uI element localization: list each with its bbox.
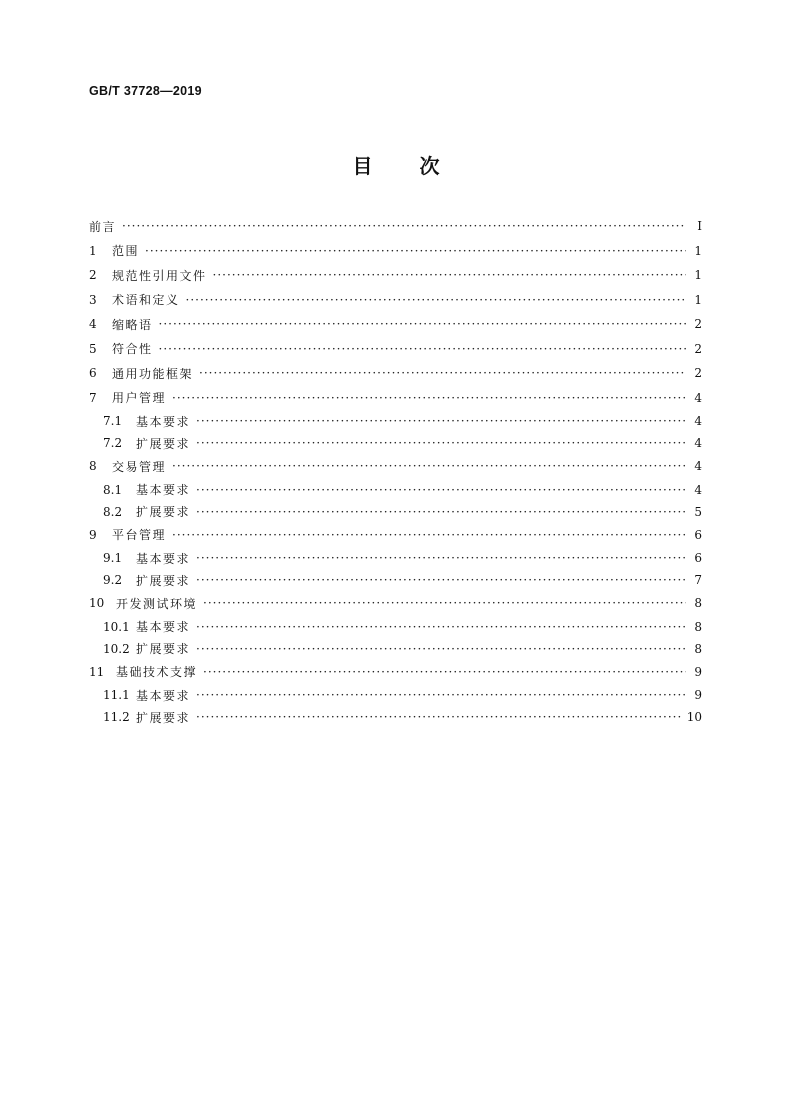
toc-dot-leader [145, 244, 686, 258]
toc-entry-number: 1 [89, 243, 97, 258]
toc-entry-number: 4 [89, 317, 97, 332]
toc-entry[interactable] [89, 684, 702, 706]
toc-entry-page: 10 [686, 710, 702, 724]
toc-entry[interactable] [89, 239, 702, 264]
toc-entry-page: 1 [694, 243, 702, 258]
toc-entry-page: 8 [694, 619, 702, 634]
toc-entry-page: 8 [694, 641, 702, 656]
toc-entry-page: 7 [694, 573, 702, 587]
toc-entry-label: 扩展要求 [136, 505, 191, 519]
toc-entry-label: 扩展要求 [136, 642, 191, 656]
toc-entry-label: 交易管理 [112, 459, 167, 474]
toc-dot-leader [196, 688, 686, 702]
toc-entry-label: 基本要求 [136, 620, 191, 634]
toc-entry-number: 7 [89, 390, 97, 405]
toc-entry-page: 9 [694, 664, 702, 679]
toc-entry-label: 扩展要求 [136, 573, 191, 588]
toc-entry-label: 用户管理 [112, 391, 167, 406]
toc-entry[interactable] [89, 361, 702, 386]
toc-entry-number: 8.2 [103, 504, 123, 519]
page-title [0, 150, 792, 179]
toc-entry-label: 扩展要求 [136, 710, 191, 725]
toc-entry-number: 9.2 [103, 573, 123, 587]
toc-entry-number: 7.1 [103, 414, 123, 428]
toc-entry-label: 基础技术支撑 [116, 665, 198, 680]
standard-code: GB/T 37728—2019 [89, 84, 202, 98]
toc-dot-leader [172, 391, 686, 405]
toc-entry-number: 9 [89, 527, 97, 542]
toc-entry[interactable] [89, 454, 702, 479]
toc-entry[interactable] [89, 312, 702, 337]
toc-entry-label: 基本要求 [136, 688, 191, 703]
toc-entry-page: 1 [694, 268, 702, 283]
toc-entry[interactable] [89, 706, 702, 728]
toc-dot-leader [196, 573, 686, 587]
toc-entry-page: 6 [694, 527, 702, 542]
toc-entry-page: Ⅰ [697, 219, 702, 234]
toc-entry-page: 2 [694, 341, 702, 356]
toc-dot-leader [196, 436, 686, 450]
toc-entry-number: 6 [89, 366, 97, 381]
toc-entry-number: 10.1 [103, 619, 130, 634]
toc-dot-leader [203, 665, 686, 679]
toc-entry[interactable] [89, 479, 702, 501]
toc-entry-number: 11.1 [103, 688, 130, 702]
toc-dot-leader [172, 459, 686, 473]
toc-entry-page: 4 [694, 436, 702, 450]
toc-entry[interactable] [89, 569, 702, 591]
toc-entry-label: 范围 [112, 244, 140, 259]
toc-entry[interactable] [89, 523, 702, 548]
toc-dot-leader [196, 505, 686, 519]
toc-dot-leader [159, 317, 686, 331]
toc-entry-label: 符合性 [112, 342, 153, 357]
toc-entry-number: 10 [89, 596, 105, 611]
toc-entry-page: 8 [694, 596, 702, 611]
toc-dot-leader [196, 620, 686, 634]
toc-entry-number: 5 [89, 341, 97, 356]
toc-entry[interactable] [89, 660, 702, 685]
toc-entry[interactable] [89, 337, 702, 362]
toc-entry[interactable] [89, 386, 702, 411]
toc-entry[interactable] [89, 410, 702, 432]
toc-dot-leader [196, 414, 686, 428]
title-char-2: 次 [419, 154, 440, 178]
toc-entry-page: 9 [694, 688, 702, 702]
toc-entry[interactable] [89, 616, 702, 638]
toc-dot-leader [186, 293, 686, 307]
toc-dot-leader [196, 642, 686, 656]
title-char-1: 目 [352, 154, 373, 178]
table-of-contents [89, 214, 702, 728]
toc-entry-page: 6 [694, 551, 702, 565]
toc-dot-leader [203, 596, 686, 610]
toc-entry-number: 11 [89, 664, 105, 679]
toc-dot-leader [196, 710, 681, 724]
toc-dot-leader [172, 528, 686, 542]
toc-entry-number: 7.2 [103, 436, 123, 450]
toc-entry-number: 9.1 [103, 551, 123, 565]
toc-entry-number: 10.2 [103, 641, 130, 656]
toc-entry-page: 1 [694, 292, 702, 307]
toc-dot-leader [196, 483, 686, 497]
toc-entry[interactable] [89, 288, 702, 313]
toc-entry-page: 2 [694, 317, 702, 332]
toc-entry[interactable] [89, 214, 702, 239]
toc-entry-number: 3 [89, 292, 97, 307]
toc-dot-leader [122, 219, 686, 233]
toc-dot-leader [196, 551, 686, 565]
toc-entry-label: 缩略语 [112, 317, 153, 332]
toc-entry-label: 开发测试环境 [116, 596, 198, 611]
toc-entry-page: 4 [694, 459, 702, 474]
toc-entry-number: 2 [89, 268, 97, 283]
toc-entry-label: 基本要求 [136, 414, 191, 429]
toc-entry-number: 8 [89, 459, 97, 474]
toc-entry-page: 4 [694, 482, 702, 497]
toc-entry-label: 术语和定义 [112, 293, 180, 308]
toc-entry-page: 4 [694, 414, 702, 428]
toc-entry-label: 规范性引用文件 [112, 268, 207, 283]
toc-entry-label: 扩展要求 [136, 436, 191, 451]
toc-entry[interactable] [89, 432, 702, 454]
toc-entry-page: 5 [694, 504, 702, 519]
toc-entry-label: 平台管理 [112, 528, 167, 543]
toc-dot-leader [199, 366, 686, 380]
toc-dot-leader [213, 268, 686, 282]
toc-entry-label: 基本要求 [136, 551, 191, 566]
toc-entry[interactable] [89, 263, 702, 288]
toc-entry-label: 通用功能框架 [112, 366, 194, 381]
toc-entry-page: 4 [694, 390, 702, 405]
toc-entry[interactable] [89, 638, 702, 660]
toc-entry-page: 2 [694, 366, 702, 381]
toc-entry[interactable] [89, 547, 702, 569]
toc-entry-number: 8.1 [103, 482, 123, 497]
toc-entry[interactable] [89, 501, 702, 523]
toc-entry[interactable] [89, 591, 702, 616]
toc-entry-label: 前言 [89, 219, 117, 234]
toc-entry-number: 11.2 [103, 710, 130, 724]
toc-entry-label: 基本要求 [136, 483, 191, 497]
toc-dot-leader [159, 342, 686, 356]
